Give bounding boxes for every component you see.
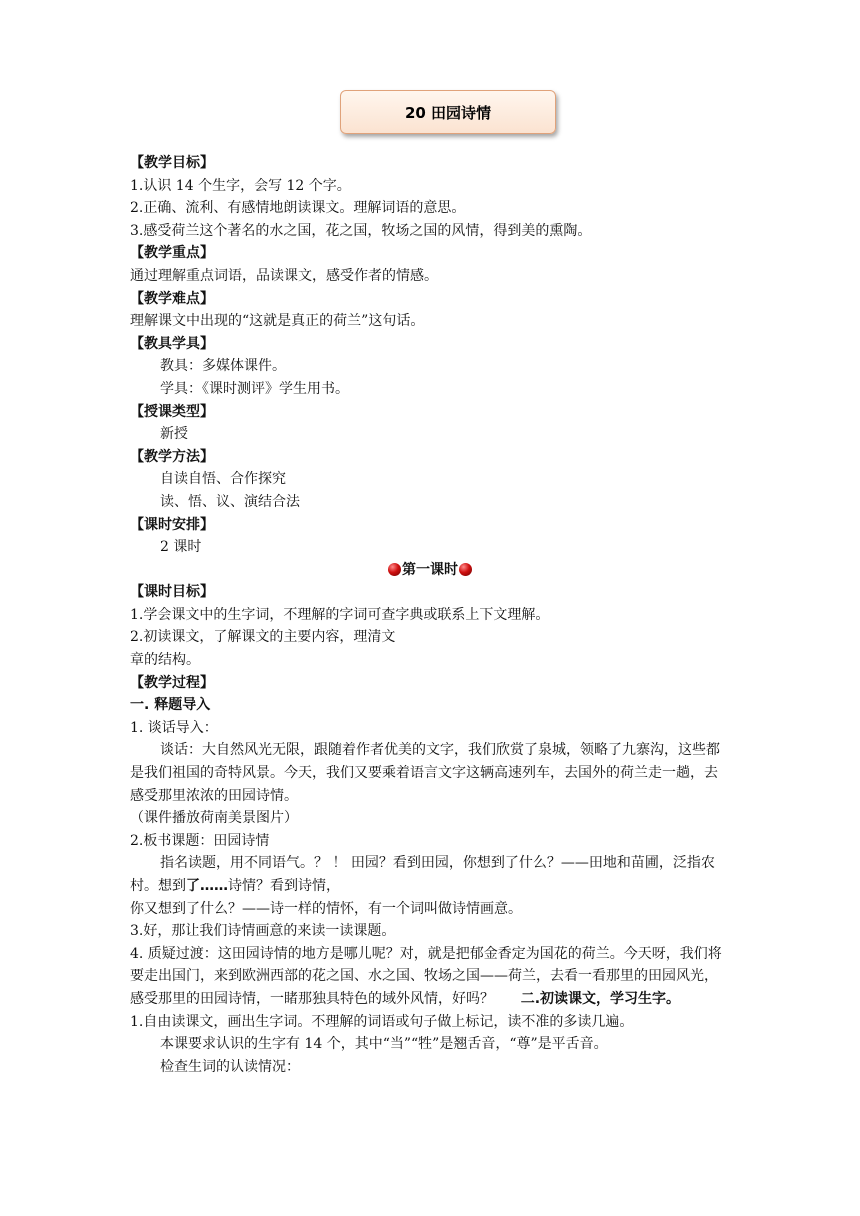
step-three: 3.好，那让我们诗情画意的来读一读课题。 xyxy=(130,923,396,940)
read-step-one: 1.自由读课文，画出生字词。不理解的词语或句子做上标记，读不准的多读几遍。 xyxy=(130,1013,634,1030)
document-body xyxy=(130,152,730,1078)
red-ball-icon xyxy=(459,563,472,576)
step-two: 2.板书课题：田园诗情 xyxy=(130,832,270,849)
schedule-heading: 【课时安排】 xyxy=(130,516,214,533)
step-two-text-b: 诗情？看到诗情， xyxy=(228,878,340,894)
lesson-title-text: 第一课时 xyxy=(402,561,458,578)
step-two-text-a: 指名读题，用不同语气。？ ！ 田园？看到田园，你想到了什么？——田地和苗圃，泛指农村。想到 xyxy=(130,855,715,894)
goal-item: 2.正确、流利、有感情地朗读课文。理解词语的意思。 xyxy=(130,200,466,217)
courseware-note: （课件播放荷南美景图片） xyxy=(130,810,298,827)
tools-item: 教具：多媒体课件。 xyxy=(160,358,286,375)
read-step-two: 本课要求认识的生字有 14 个，其中“当”“牲”是翘舌音，“尊”是平舌音。 xyxy=(160,1036,608,1053)
process-heading: 【教学过程】 xyxy=(130,674,214,691)
talk-paragraph: 谈话：大自然风光无限，跟随着作者优美的文字，我们欣赏了泉城，领略了九寨沟，这些都是我们祖国的奇特风景。今天，我们又要乘着语言文字这辆高速列车，去国外的荷兰走一趟，去感受那里浓浓的田园诗情。 xyxy=(130,742,720,804)
step-one: 1. 谈话导入： xyxy=(130,719,218,736)
document-title: 20 田园诗情 xyxy=(404,103,492,122)
read-step-three: 检查生词的认读情况： xyxy=(160,1058,300,1075)
lesson-goals-heading: 【课时目标】 xyxy=(130,584,214,601)
focus-text: 通过理解重点词语，品读课文，感受作者的情感。 xyxy=(130,267,438,284)
tools-item: 学具：《课时测评》学生用书。 xyxy=(160,380,349,397)
step-two-paragraph xyxy=(130,852,730,897)
method-item: 自读自悟、合作探究 xyxy=(160,471,286,488)
goals-heading: 【教学目标】 xyxy=(130,155,214,171)
lesson-goal-item: 2.初读课文，了解课文的主要内容，理清文 xyxy=(130,629,396,646)
goal-item: 3.感受荷兰这个著名的水之国，花之国，牧场之国的风情，得到美的熏陶。 xyxy=(130,222,592,239)
part-one-heading: 一. 释题导入 xyxy=(130,697,211,714)
focus-heading: 【教学重点】 xyxy=(130,245,214,262)
step-four-paragraph xyxy=(130,943,730,1011)
method-item: 读、悟、议、演结合法 xyxy=(160,493,300,510)
lesson-title xyxy=(130,559,730,582)
red-ball-icon xyxy=(388,563,401,576)
tools-heading: 【教具学具】 xyxy=(130,335,214,352)
part-two-heading: 二.初读课文，学习生字。 xyxy=(520,990,681,1007)
difficulty-heading: 【教学难点】 xyxy=(130,290,214,307)
lesson-goal-item: 1.学会课文中的生字词，不理解的字词可查字典或联系上下文理解。 xyxy=(130,606,550,623)
step-four-text: 4. 质疑过渡：这田园诗情的地方是哪儿呢？对，就是把郁金香定为国花的荷兰。今天呀，我们将要走出国门，来到欧洲西部的花之国、水之国、牧场之国——荷兰，去看一看那里的田园风光，感受那里的田园诗情，一睹那独具特色的域外风情，好吗？ xyxy=(130,945,722,1007)
goal-item: 1.认识 14 个生字，会写 12 个字。 xyxy=(130,177,351,194)
step-two-text-bold: 了…… xyxy=(186,878,228,894)
method-heading: 【教学方法】 xyxy=(130,448,214,465)
lesson-goal-item: 章的结构。 xyxy=(130,652,200,669)
type-heading: 【授课类型】 xyxy=(130,403,214,420)
type-text: 新授 xyxy=(160,426,188,443)
difficulty-text: 理解课文中出现的“这就是真正的荷兰”这句话。 xyxy=(130,313,425,330)
step-two-text-c: 你又想到了什么？——诗一样的情怀，有一个词叫做诗情画意。 xyxy=(130,900,522,917)
schedule-text: 2 课时 xyxy=(160,539,202,556)
title-box xyxy=(340,90,556,134)
